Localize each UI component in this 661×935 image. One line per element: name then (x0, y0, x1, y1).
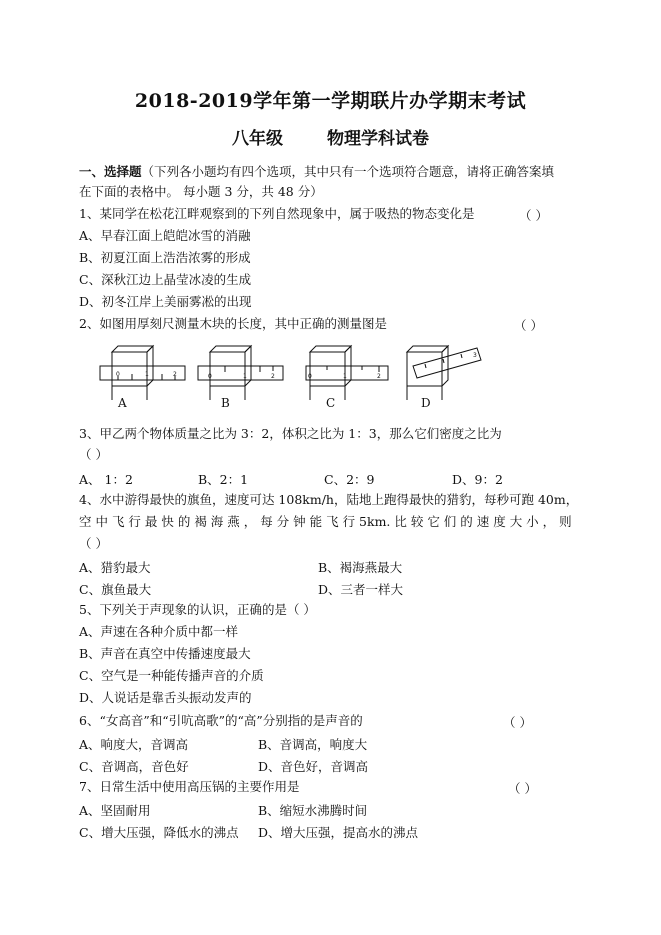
q5-option-c: C、空气是一种能传播声音的介质 (79, 668, 264, 683)
tick-c-1: 1 (343, 373, 347, 380)
q1-option-c: C、深秋江边上晶莹冰凌的生成 (79, 272, 252, 287)
q1-answer-paren: （ ） (519, 208, 548, 223)
q6-stem: 6、“女高音”和“引吭高歌”的“高”分别指的是声音的 (79, 713, 363, 728)
section-instruction-1: （下列各小题均有四个选项，其中只有一个选项符合题意，请将正确答案填 (141, 164, 555, 179)
exam-title: 2018-2019学年第一学期联片办学期末考试 (134, 90, 527, 112)
q3-option-b: B、2：1 (198, 472, 249, 487)
q5-option-b: B、声音在真空中传播速度最大 (79, 646, 251, 661)
q1-option-b: B、初夏江面上浩浩浓雾的形成 (79, 250, 251, 265)
q5-stem: 5、下列关于声现象的认识，正确的是（ ） (79, 602, 316, 617)
subject-label: 物理学科试卷 (327, 129, 429, 149)
section-title: 一、选择题 (79, 164, 142, 179)
q7-option-c: C、增大压强，降低水的沸点 (79, 825, 239, 840)
tick-c-0: 0 (308, 373, 312, 380)
tick-b-0: 0 (208, 373, 212, 380)
q7-stem: 7、日常生活中使用高压锅的主要作用是 (79, 779, 300, 794)
tick-a-2: 2 (173, 371, 177, 378)
q5-option-d: D、人说话是靠舌头振动发声的 (79, 690, 252, 705)
tick-c-2: 2 (377, 373, 381, 380)
tick-a-1: 1 (145, 371, 149, 378)
q3-answer-paren: （ ） (79, 447, 108, 462)
q4-answer-paren: （ ） (79, 536, 108, 551)
q1-option-a: A、早春江面上皑皑冰雪的消融 (79, 228, 251, 243)
figure-label-c: C (326, 396, 336, 410)
q3-option-a: A、 1：2 (79, 472, 133, 487)
tick-b-1: 1 (243, 373, 247, 380)
q4-stem-1: 4、水中游得最快的旗鱼，速度可达 108km/h，陆地上跑得最快的猎豹，每秒可跑 40m， (79, 492, 579, 507)
q1-option-d: D、初冬江岸上美丽雾凇的出现 (79, 294, 252, 309)
q3-option-d: D、9：2 (452, 472, 503, 487)
grade-label: 八年级 (232, 129, 283, 149)
q7-option-a: A、坚固耐用 (79, 803, 151, 818)
q6-option-c: C、音调高，音色好 (79, 759, 189, 774)
q6-option-b: B、音调高，响度大 (258, 737, 368, 752)
figure-d-diagram (407, 346, 481, 400)
q6-option-d: D、音色好，音调高 (258, 759, 369, 774)
q4-option-d: D、三者一样大 (318, 582, 404, 597)
q2-stem: 2、如图用厚刻尺测量木块的长度，其中正确的测量图是 (79, 316, 387, 331)
q4-stem-2: 空 中 飞 行 最 快 的 褐 海 燕 ， 每 分 钟 能 飞 行 5km. 比 较 它 们 的 速 度 大 小 ， 则 (79, 514, 572, 529)
q4-option-a: A、猎豹最大 (79, 560, 151, 575)
q7-option-b: B、缩短水沸腾时间 (258, 803, 368, 818)
section-instruction-2: 在下面的表格中。 每小题 3 分，共 48 分） (79, 184, 323, 199)
figure-label-a: A (118, 396, 127, 410)
exam-subtitle (0, 124, 661, 149)
tick-d-3: 3 (473, 352, 477, 359)
figure-label-b: B (221, 396, 230, 410)
q4-option-c: C、旗鱼最大 (79, 582, 152, 597)
figure-label-d: D (421, 396, 431, 410)
ruler-figure (95, 338, 495, 418)
q7-option-d: D、增大压强，提高水的沸点 (258, 825, 419, 840)
q4-option-b: B、褐海燕最大 (318, 560, 403, 575)
q3-option-c: C、2：9 (324, 472, 375, 487)
tick-a-0: 0 (116, 371, 120, 378)
q5-option-a: A、声速在各种介质中都一样 (79, 624, 239, 639)
q1-stem: 1、某同学在松花江畔观察到的下列自然现象中，属于吸热的物态变化是 (79, 206, 475, 221)
q3-stem: 3、甲乙两个物体质量之比为 3：2，体积之比为 1：3，那么它们密度之比为 (79, 426, 502, 441)
q6-answer-paren: （ ） (503, 715, 532, 730)
figure-c-diagram (306, 346, 388, 400)
q7-answer-paren: （ ） (508, 781, 537, 796)
tick-b-2: 2 (271, 373, 275, 380)
q2-answer-paren: （ ） (514, 318, 543, 333)
section-heading (79, 164, 554, 180)
q6-option-a: A、响度大，音调高 (79, 737, 189, 752)
